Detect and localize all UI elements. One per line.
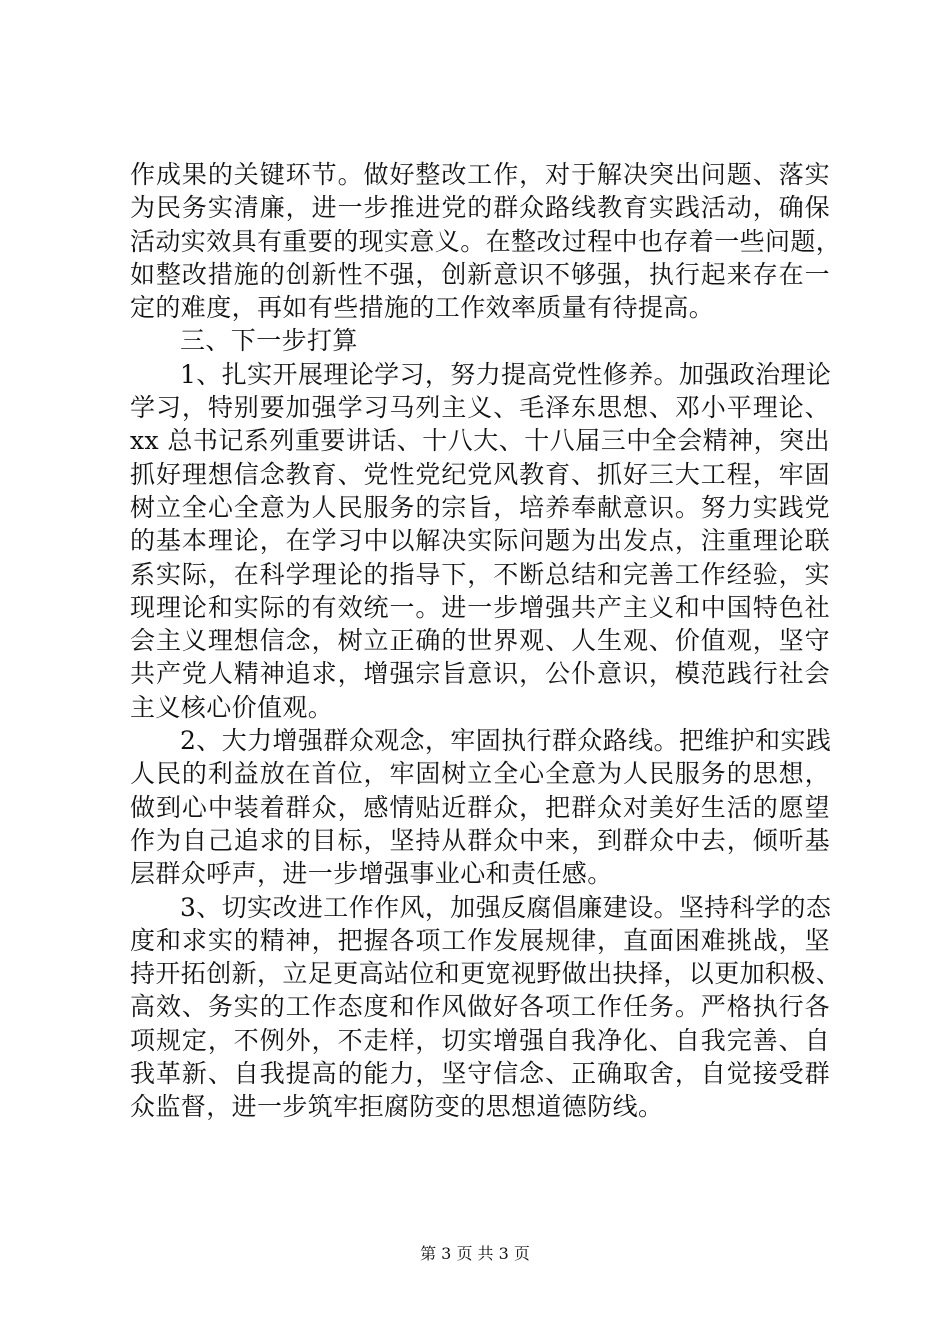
text-line: 我革新、自我提高的能力，坚守信念、正确取舍，自觉接受群	[130, 1059, 830, 1089]
text-line: 的基本理论，在学习中以解决实际问题为出发点，注重理论联	[130, 526, 830, 556]
text-line: 持开拓创新，立足更高站位和更宽视野做出抉择，以更加积极、	[130, 959, 842, 989]
text-line: 系实际，在科学理论的指导下，不断总结和完善工作经验，实	[130, 559, 830, 589]
text-line: 主义核心价值观。	[130, 692, 334, 722]
text-line: 共产党人精神追求，增强宗旨意识，公仆意识，模范践行社会	[130, 659, 830, 689]
text-line: 3、切实改进工作作风，加强反腐倡廉建设。坚持科学的态	[180, 892, 832, 922]
section-heading: 三、下一步打算	[180, 326, 358, 356]
text-line: 度和求实的精神，把握各项工作发展规律，直面困难挑战，坚	[130, 925, 830, 955]
text-line: 树立全心全意为人民服务的宗旨，培养奉献意识。努力实践党	[130, 492, 830, 522]
text-line: 人民的利益放在首位，牢固树立全心全意为人民服务的思想，	[130, 759, 830, 789]
text-line: 众监督，进一步筑牢拒腐防变的思想道德防线。	[130, 1092, 664, 1122]
text-line: 1、扎实开展理论学习，努力提高党性修养。加强政治理论	[180, 359, 832, 389]
text-line: 现理论和实际的有效统一。进一步增强共产主义和中国特色社	[130, 592, 830, 622]
text-line: 学习，特别要加强学习马列主义、毛泽东思想、邓小平理论、	[130, 393, 830, 423]
text-line: 活动实效具有重要的现实意义。在整改过程中也存着一些问题，	[130, 226, 842, 256]
text-line: 项规定，不例外，不走样，切实增强自我净化、自我完善、自	[130, 1025, 830, 1055]
document-body	[130, 158, 842, 1124]
page-footer: 第 3 页 共 3 页	[420, 1244, 530, 1263]
text-line: 会主义理想信念，树立正确的世界观、人生观、价值观，坚守	[130, 626, 830, 656]
text-line: 作为自己追求的目标，坚持从群众中来，到群众中去，倾听基	[130, 825, 830, 855]
text-line: 高效、务实的工作态度和作风做好各项工作任务。严格执行各	[130, 992, 830, 1022]
text-line: 抓好理想信念教育、党性党纪党风教育、抓好三大工程，牢固	[130, 459, 830, 489]
text-line: 作成果的关键环节。做好整改工作，对于解决突出问题、落实	[130, 160, 830, 189]
text-line: 如整改措施的创新性不强，创新意识不够强，执行起来存在一	[130, 259, 830, 289]
text-line: 层群众呼声，进一步增强事业心和责任感。	[130, 859, 613, 889]
text-line: 定的难度，再如有些措施的工作效率质量有待提高。	[130, 293, 715, 323]
text-line: 为民务实清廉，进一步推进党的群众路线教育实践活动，确保	[130, 193, 830, 223]
text-line: xx 总书记系列重要讲话、十八大、十八届三中全会精神，突出	[130, 426, 830, 456]
text-line: 2、大力增强群众观念，牢固执行群众路线。把维护和实践	[180, 726, 832, 756]
text-line: 做到心中装着群众，感情贴近群众，把群众对美好生活的愿望	[130, 792, 830, 822]
